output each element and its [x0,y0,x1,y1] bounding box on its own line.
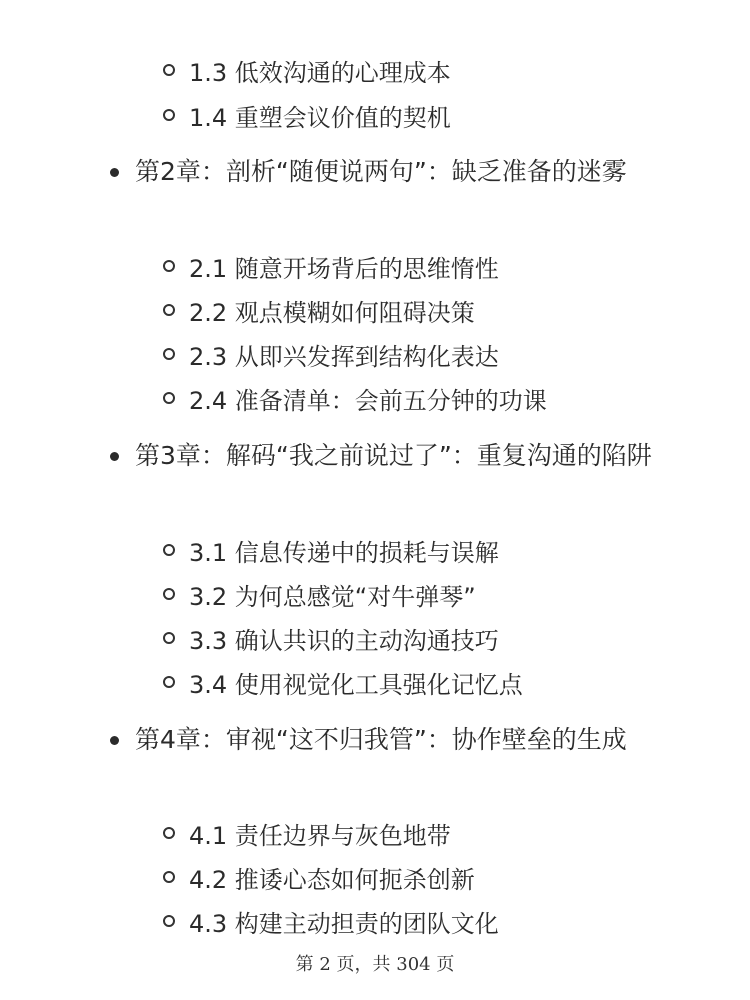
toc-subitem-label: 1.4 重塑会议价值的契机 [189,103,451,132]
hollow-circle-bullet-icon [163,109,175,121]
toc-subitem-label: 4.1 责任边界与灰色地带 [189,821,451,850]
toc-subitem-label: 2.1 随意开场背后的思维惰性 [189,254,499,283]
toc-subitem[interactable] [163,246,499,286]
toc-subitem[interactable] [163,530,499,570]
toc-subitem[interactable] [163,662,523,702]
toc-subitem[interactable] [163,618,499,658]
hollow-circle-bullet-icon [163,676,175,688]
toc-subitem-label: 4.3 构建主动担责的团队文化 [189,909,499,938]
toc-chapter-2[interactable] [110,153,670,191]
toc-subitem-label: 3.3 确认共识的主动沟通技巧 [189,626,499,655]
toc-subitem-label: 1.3 低效沟通的心理成本 [189,58,451,87]
toc-subitem[interactable] [163,378,547,418]
toc-subitem-label: 2.2 观点模糊如何阻碍决策 [189,298,475,327]
toc-chapter-title: 第2章：剖析“随便说两句”：缺乏准备的迷雾 [135,157,627,186]
page-number-footer: 第 2 页，共 304 页 [295,954,455,975]
hollow-circle-bullet-icon [163,260,175,272]
filled-bullet-icon [110,452,119,461]
hollow-circle-bullet-icon [163,392,175,404]
toc-subitem-label: 2.4 准备清单：会前五分钟的功课 [189,386,547,415]
filled-bullet-icon [110,736,119,745]
hollow-circle-bullet-icon [163,544,175,556]
toc-subitem[interactable] [163,901,499,941]
hollow-circle-bullet-icon [163,827,175,839]
toc-subitem-label: 2.3 从即兴发挥到结构化表达 [189,342,499,371]
toc-subitem-label: 3.1 信息传递中的损耗与误解 [189,538,499,567]
hollow-circle-bullet-icon [163,304,175,316]
toc-subitem[interactable] [163,574,476,614]
toc-subitem[interactable] [163,857,475,897]
hollow-circle-bullet-icon [163,871,175,883]
toc-subitem-label: 4.2 推诿心态如何扼杀创新 [189,865,475,894]
toc-subitem[interactable] [163,334,499,374]
hollow-circle-bullet-icon [163,64,175,76]
toc-chapter-4[interactable] [110,721,670,759]
toc-chapter-3[interactable] [110,437,670,475]
toc-chapter-title: 第4章：审视“这不归我管”：协作壁垒的生成 [135,725,627,754]
toc-chapter-title: 第3章：解码“我之前说过了”：重复沟通的陷阱 [135,441,652,470]
toc-subitem-label: 3.4 使用视觉化工具强化记忆点 [189,670,523,699]
hollow-circle-bullet-icon [163,348,175,360]
hollow-circle-bullet-icon [163,588,175,600]
hollow-circle-bullet-icon [163,915,175,927]
filled-bullet-icon [110,168,119,177]
toc-subitem[interactable] [163,95,451,135]
toc-subitem[interactable] [163,813,451,853]
toc-subitem-label: 3.2 为何总感觉“对牛弹琴” [189,582,476,611]
toc-subitem[interactable] [163,290,475,330]
hollow-circle-bullet-icon [163,632,175,644]
toc-subitem[interactable] [163,50,451,90]
